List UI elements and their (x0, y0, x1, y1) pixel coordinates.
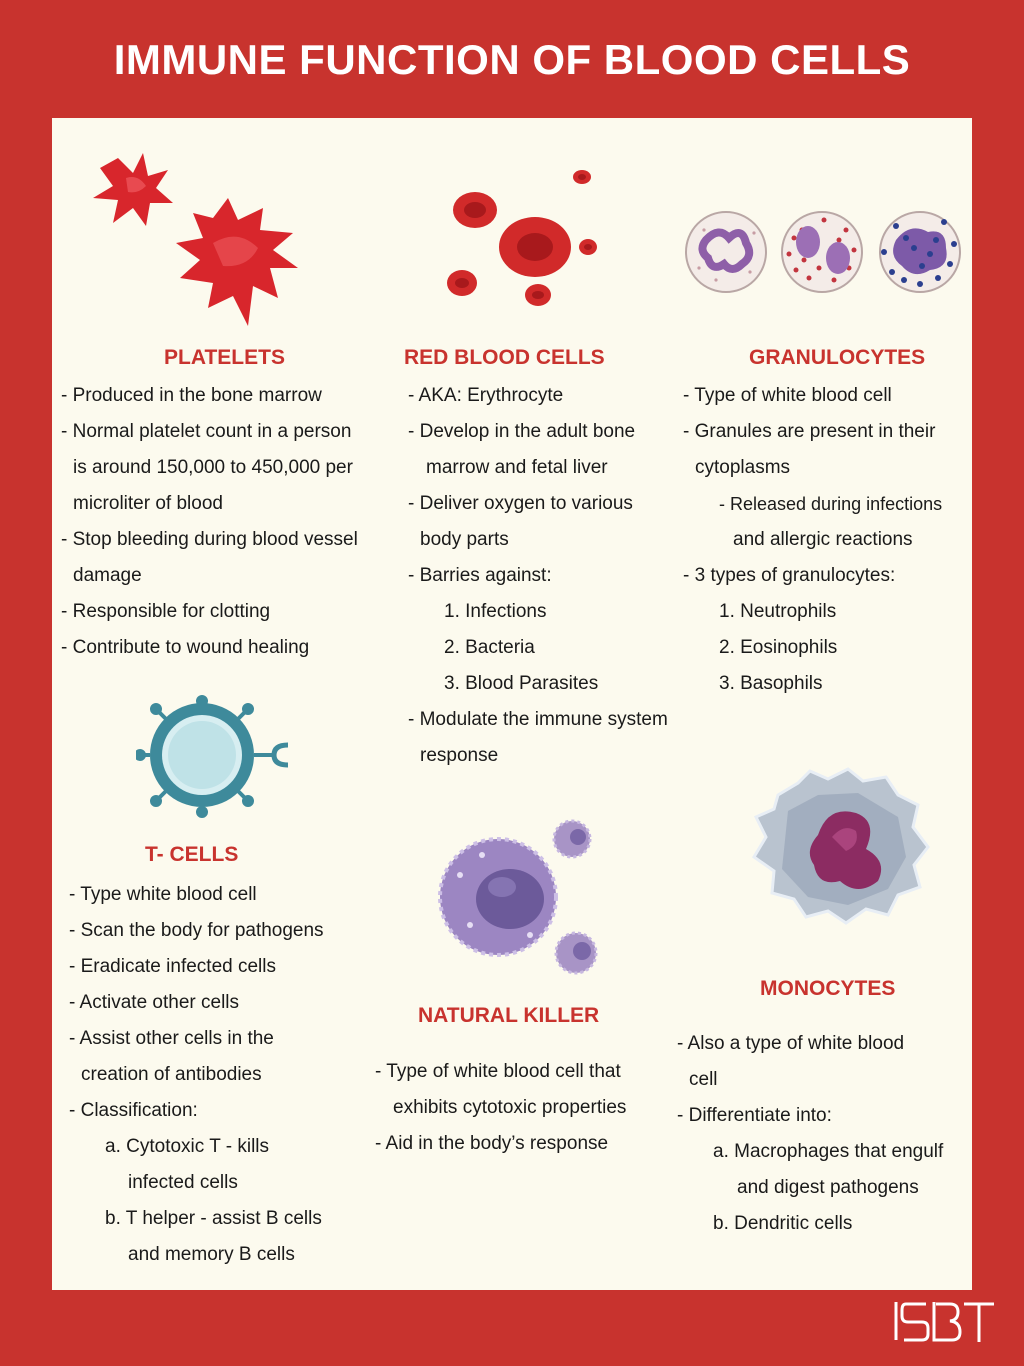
t-cells-heading: T- CELLS (145, 843, 239, 866)
red-blood-cells-illustration (440, 165, 610, 310)
monocyte-illustration (748, 765, 933, 925)
natural-killer-line: exhibits cytotoxic properties (393, 1097, 627, 1118)
natural-killer-line: - Type of white blood cell that (375, 1061, 621, 1082)
natural-killer-line: - Aid in the body’s response (375, 1133, 609, 1154)
t-cells-line: creation of antibodies (81, 1064, 262, 1085)
platelets-line: - Normal platelet count in a person (61, 421, 352, 442)
t-cells-line: - Activate other cells (69, 992, 240, 1013)
page-title: IMMUNE FUNCTION OF BLOOD CELLS (113, 36, 911, 83)
platelets-line: - Contribute to wound healing (61, 637, 310, 658)
granulocytes-line: - 3 types of granulocytes: (683, 565, 896, 586)
t-cells-line: - Eradicate infected cells (69, 956, 276, 977)
monocytes-line: cell (689, 1069, 718, 1090)
platelets-illustration (88, 148, 318, 333)
platelets-line: - Responsible for clotting (61, 601, 271, 622)
monocytes-line: and digest pathogens (737, 1177, 919, 1198)
granulocytes-line: and allergic reactions (733, 529, 913, 550)
rbc-line: - Barries against: (408, 565, 552, 586)
t-cells-line: a. Cytotoxic T - kills (105, 1136, 270, 1157)
rbc-line: - AKA: Erythrocyte (408, 385, 564, 406)
isbt-logo (892, 1298, 998, 1346)
t-cells-line: - Classification: (69, 1100, 198, 1121)
monocytes-line: - Differentiate into: (677, 1105, 832, 1126)
platelets-line: - Produced in the bone marrow (61, 385, 322, 406)
t-cells-line: and memory B cells (128, 1244, 295, 1265)
t-cells-line: - Scan the body for pathogens (69, 920, 324, 941)
rbc-line: - Modulate the immune system (408, 709, 668, 730)
rbc-line: - Deliver oxygen to various (408, 493, 633, 514)
t-cells-line: - Type white blood cell (69, 884, 257, 905)
granulocytes-illustration (684, 208, 962, 298)
monocytes-heading: MONOCYTES (760, 977, 896, 1000)
monocytes-line: a. Macrophages that engulf (713, 1141, 944, 1162)
monocytes-line: - Also a type of white blood (677, 1033, 905, 1054)
granulocytes-heading: GRANULOCYTES (749, 346, 926, 369)
rbc-line: 1. Infections (444, 601, 547, 622)
platelets-line: is around 150,000 to 450,000 per (73, 457, 353, 478)
natural-killer-illustration (430, 815, 610, 985)
platelets-heading: PLATELETS (164, 346, 285, 369)
granulocytes-line: - Released during infections (719, 494, 943, 514)
rbc-line: 3. Blood Parasites (444, 673, 599, 694)
granulocytes-line: - Granules are present in their (683, 421, 936, 442)
granulocytes-line: 2. Eosinophils (719, 637, 838, 658)
platelets-line: damage (73, 565, 142, 586)
t-cells-line: b. T helper - assist B cells (105, 1208, 322, 1229)
red-blood-cells-heading: RED BLOOD CELLS (404, 346, 605, 369)
rbc-line: marrow and fetal liver (426, 457, 608, 478)
granulocytes-line: cytoplasms (695, 457, 791, 478)
t-cell-illustration (136, 695, 296, 820)
natural-killer-heading: NATURAL KILLER (418, 1004, 600, 1027)
t-cells-line: infected cells (128, 1172, 238, 1193)
rbc-line: - Develop in the adult bone (408, 421, 636, 442)
granulocytes-line: 1. Neutrophils (719, 601, 837, 622)
granulocytes-line: - Type of white blood cell (683, 385, 892, 406)
platelets-line: - Stop bleeding during blood vessel (61, 529, 358, 550)
rbc-line: response (420, 745, 499, 766)
rbc-line: 2. Bacteria (444, 637, 535, 658)
platelets-line: microliter of blood (73, 493, 223, 514)
monocytes-line: b. Dendritic cells (713, 1213, 853, 1234)
rbc-line: body parts (420, 529, 509, 550)
granulocytes-line: 3. Basophils (719, 673, 823, 694)
t-cells-line: - Assist other cells in the (69, 1028, 274, 1049)
